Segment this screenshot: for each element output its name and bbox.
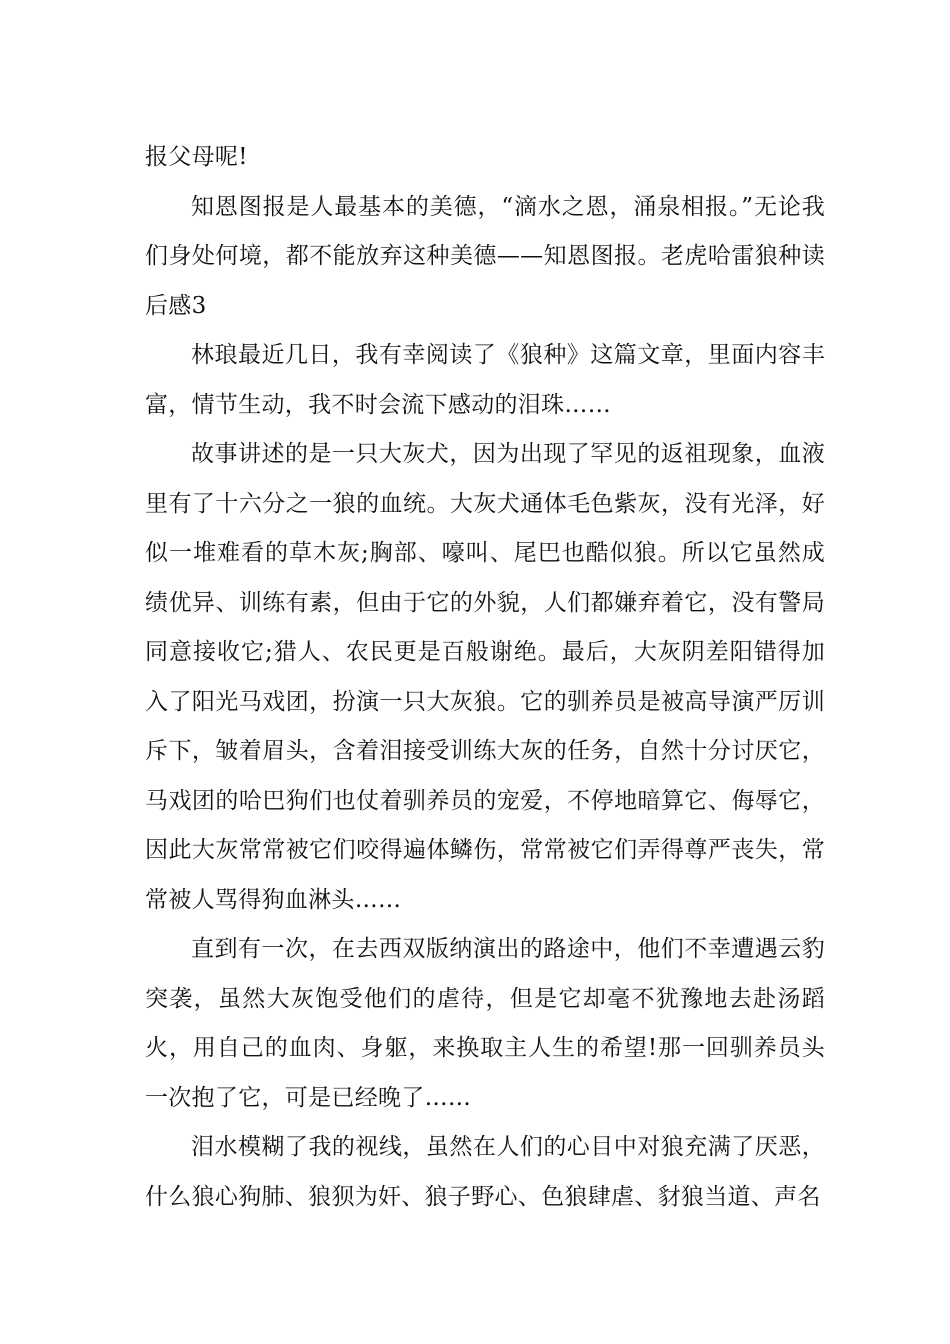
paragraph-5: 直到有一次，在去西双版纳演出的路途中，他们不幸遭遇云豹突袭，虽然大灰饱受他们的虐待，但是它却毫不犹豫地去赴汤蹈火，用自己的血肉、身躯，来换取主人生的希望!那一回驯养员头一次抱了它，可是已经晚了…… — [145, 936, 825, 1111]
paragraph-1: 报父母呢! — [145, 144, 248, 170]
paragraph-6: 泪水模糊了我的视线，虽然在人们的心目中对狼充满了厌恶，什么狼心狗肺、狼狈为奸、狼子野心、色狼肆虐、豺狼当道、声名 — [145, 1134, 825, 1210]
paragraph-2: 知恩图报是人最基本的美德，“滴水之恩，涌泉相报。”无论我们身处何境，都不能放弃这种美德——知恩图报。老虎哈雷狼种读后感3 — [145, 193, 825, 319]
paragraph-4: 故事讲述的是一只大灰犬，因为出现了罕见的返祖现象，血液里有了十六分之一狼的血统。大灰犬通体毛色紫灰，没有光泽，好似一堆难看的草木灰;胸部、嚎叫、尾巴也酷似狼。所以它虽然成绩优异、训练有素，但由于它的外貌，人们都嫌弃着它，没有警局同意接收它;猎人、农民更是百般谢绝。最后，大灰阴差阳错得加入了阳光马戏团，扮演一只大灰狼。它的驯养员是被高导演严厉训斥下，皱着眉头，含着泪接受训练大灰的任务，自然十分讨厌它，马戏团的哈巴狗们也仗着驯养员的宠爱，不停地暗算它、侮辱它，因此大灰常常被它们咬得遍体鳞伤，常常被它们弄得尊严丧失，常常被人骂得狗血淋头…… — [145, 441, 825, 913]
paragraph-3: 林琅最近几日，我有幸阅读了《狼种》这篇文章，里面内容丰富，情节生动，我不时会流下感动的泪珠…… — [145, 342, 825, 418]
document-body — [145, 133, 825, 1222]
